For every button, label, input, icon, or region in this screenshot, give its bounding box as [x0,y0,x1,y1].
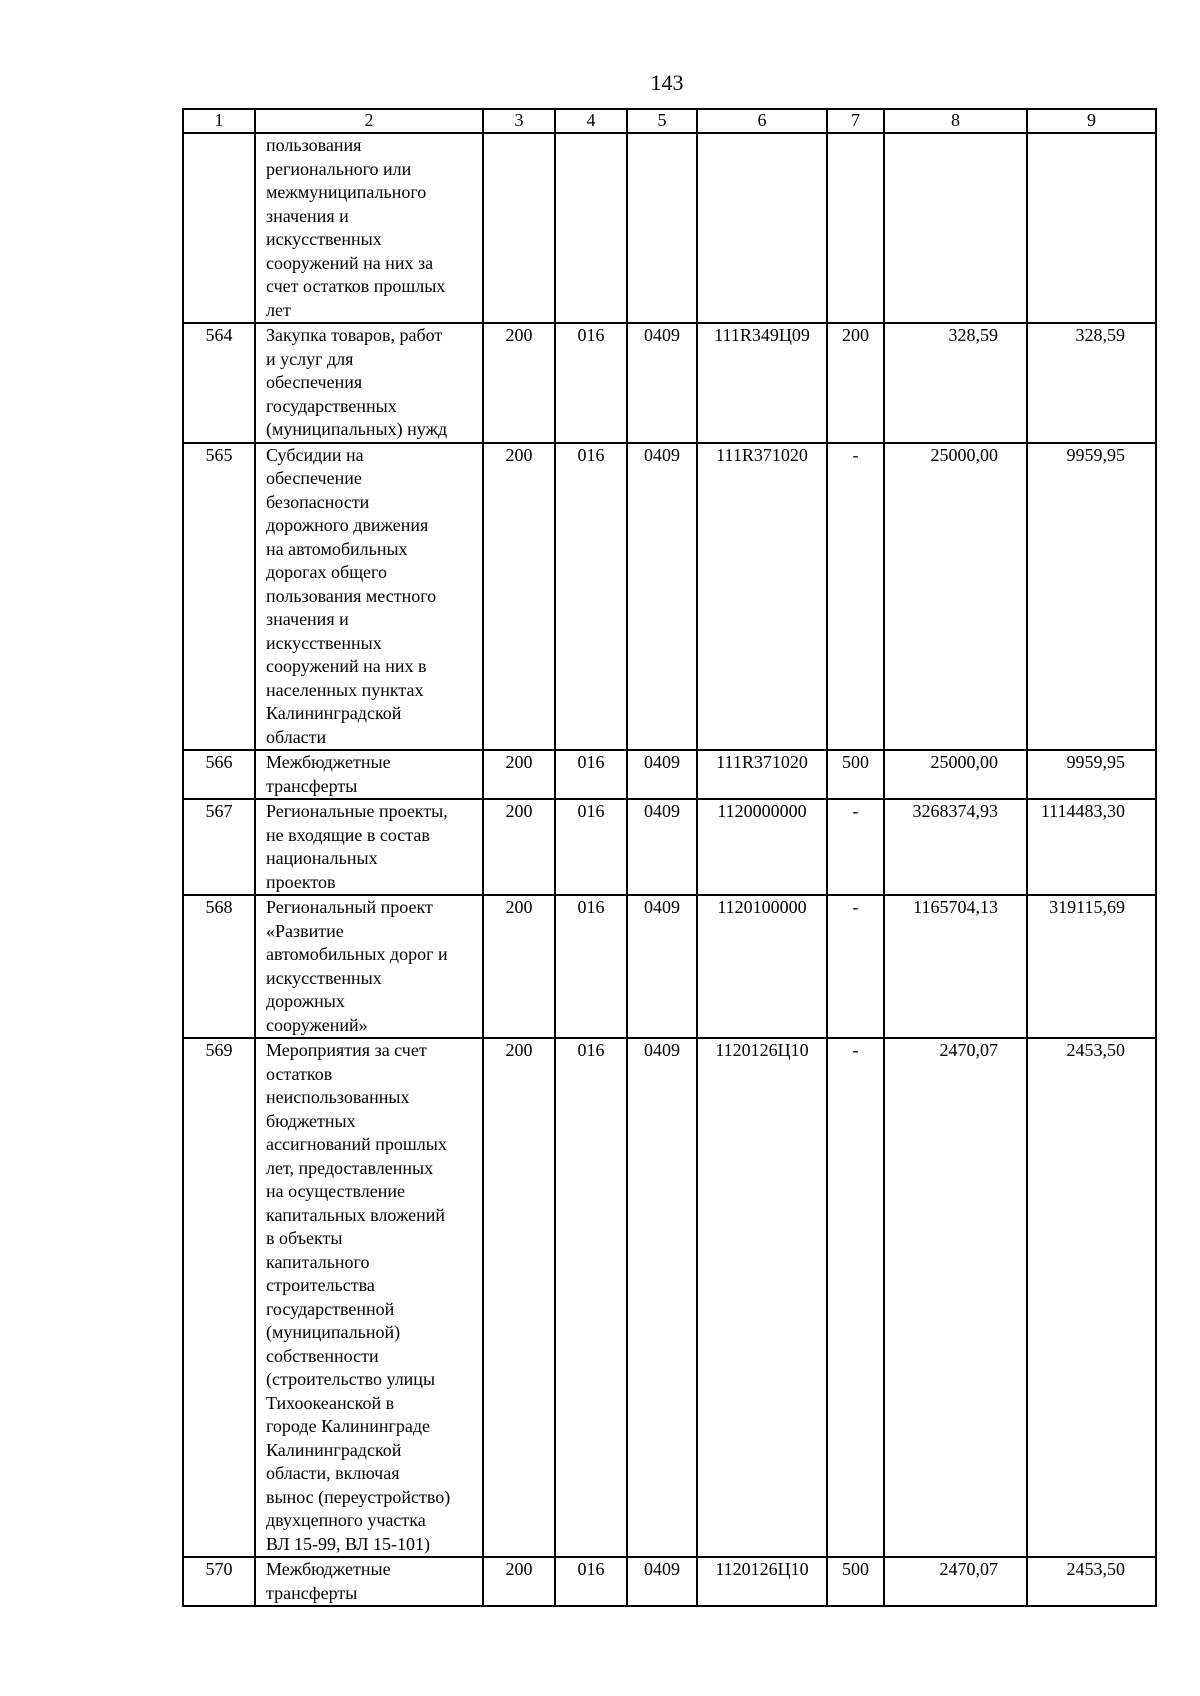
page-number: 143 [650,70,684,95]
row-col6: 1120000000 [697,799,827,895]
row-name-text: Региональные проекты, не входящие в состав национальных проектов [266,801,448,892]
row-col5: 0409 [627,895,697,1038]
row-col9: 319115,69 [1027,895,1156,1038]
row-col3 [483,133,555,323]
row-col4: 016 [555,750,627,799]
row-number: 569 [183,1038,255,1557]
row-number: 567 [183,799,255,895]
row-col3: 200 [483,750,555,799]
column-header-5: 5 [627,109,697,133]
row-col5: 0409 [627,750,697,799]
column-header-4: 4 [555,109,627,133]
row-number [183,133,255,323]
row-number: 564 [183,323,255,443]
row-col9: 9959,95 [1027,443,1156,751]
row-col5: 0409 [627,1557,697,1606]
row-name [255,1038,483,1557]
row-number: 565 [183,443,255,751]
row-name-text: Субсидии на обеспечение безопасности дорожного движения на автомобильных дорогах общего пользования местного значения и искусственных сооружений на них в населенных пунктах Калининградской области [266,444,437,747]
row-name-text: Мероприятия за счет остатков неиспользованных бюджетных ассигнований прошлых лет, предоставленных на осуществление капитальных вложений в объекты капитального строительства государственной (муниципальной) собственности (строительство улицы Тихоокеанской в городе Калининграде Калининградской области, включая вынос (переустройство) двухцепного участка ВЛ 15-99, ВЛ 15-101) [266,1040,451,1554]
column-header-7: 7 [827,109,884,133]
row-col5 [627,133,697,323]
table-row [183,799,1156,895]
row-col7: - [827,443,884,751]
row-col5: 0409 [627,1038,697,1557]
table-row [183,1557,1156,1606]
row-name-text: Региональный проект «Развитие автомобильных дорог и искусственных дорожных сооружений» [266,897,448,1035]
row-col4: 016 [555,1038,627,1557]
row-name [255,895,483,1038]
row-col8: 3268374,93 [884,799,1027,895]
column-header-9: 9 [1027,109,1156,133]
row-col4 [555,133,627,323]
row-col4: 016 [555,443,627,751]
table-row [183,895,1156,1038]
row-col8 [884,133,1027,323]
row-col6: 1120100000 [697,895,827,1038]
row-col7: 200 [827,323,884,443]
budget-table [182,108,1157,1607]
row-number: 568 [183,895,255,1038]
row-col5: 0409 [627,799,697,895]
row-name [255,750,483,799]
row-col7: - [827,1038,884,1557]
row-col3: 200 [483,323,555,443]
table-row [183,323,1156,443]
row-col3: 200 [483,1038,555,1557]
column-header-8: 8 [884,109,1027,133]
table-row [183,1038,1156,1557]
row-col6: 111R371020 [697,750,827,799]
row-col7: - [827,799,884,895]
row-col9: 9959,95 [1027,750,1156,799]
row-name [255,323,483,443]
row-col5: 0409 [627,323,697,443]
row-col7: 500 [827,1557,884,1606]
row-col8: 25000,00 [884,750,1027,799]
row-name [255,133,483,323]
row-col3: 200 [483,1557,555,1606]
column-header-6: 6 [697,109,827,133]
row-number: 566 [183,750,255,799]
row-col6: 111R371020 [697,443,827,751]
column-header-3: 3 [483,109,555,133]
row-col4: 016 [555,323,627,443]
row-name-text: Закупка товаров, работ и услуг для обеспечения государственных (муниципальных) нужд [266,325,448,439]
row-col6: 1120126Ц10 [697,1557,827,1606]
row-col6: 111R349Ц09 [697,323,827,443]
row-name [255,1557,483,1606]
row-col8: 2470,07 [884,1557,1027,1606]
row-col6: 1120126Ц10 [697,1038,827,1557]
row-col9: 328,59 [1027,323,1156,443]
row-col3: 200 [483,443,555,751]
row-col9 [1027,133,1156,323]
row-col4: 016 [555,895,627,1038]
row-col9: 2453,50 [1027,1038,1156,1557]
row-col8: 25000,00 [884,443,1027,751]
row-col8: 2470,07 [884,1038,1027,1557]
row-col8: 328,59 [884,323,1027,443]
row-col9: 1114483,30 [1027,799,1156,895]
row-col7 [827,133,884,323]
column-header-2: 2 [255,109,483,133]
table-row [183,133,1156,323]
row-name [255,443,483,751]
row-name-text: Межбюджетные трансферты [266,1559,391,1603]
header-row [183,109,1156,133]
row-col7: 500 [827,750,884,799]
row-col4: 016 [555,799,627,895]
row-name [255,799,483,895]
row-col5: 0409 [627,443,697,751]
row-number: 570 [183,1557,255,1606]
row-col3: 200 [483,895,555,1038]
row-name-text: Межбюджетные трансферты [266,752,391,796]
row-col8: 1165704,13 [884,895,1027,1038]
table-row [183,443,1156,751]
row-col3: 200 [483,799,555,895]
row-col6 [697,133,827,323]
table-row [183,750,1156,799]
row-col4: 016 [555,1557,627,1606]
column-header-1: 1 [183,109,255,133]
row-col7: - [827,895,884,1038]
row-name-text: пользования регионального или межмуниципального значения и искусственных сооружений на них за счет остатков прошлых лет [266,135,446,320]
row-col9: 2453,50 [1027,1557,1156,1606]
